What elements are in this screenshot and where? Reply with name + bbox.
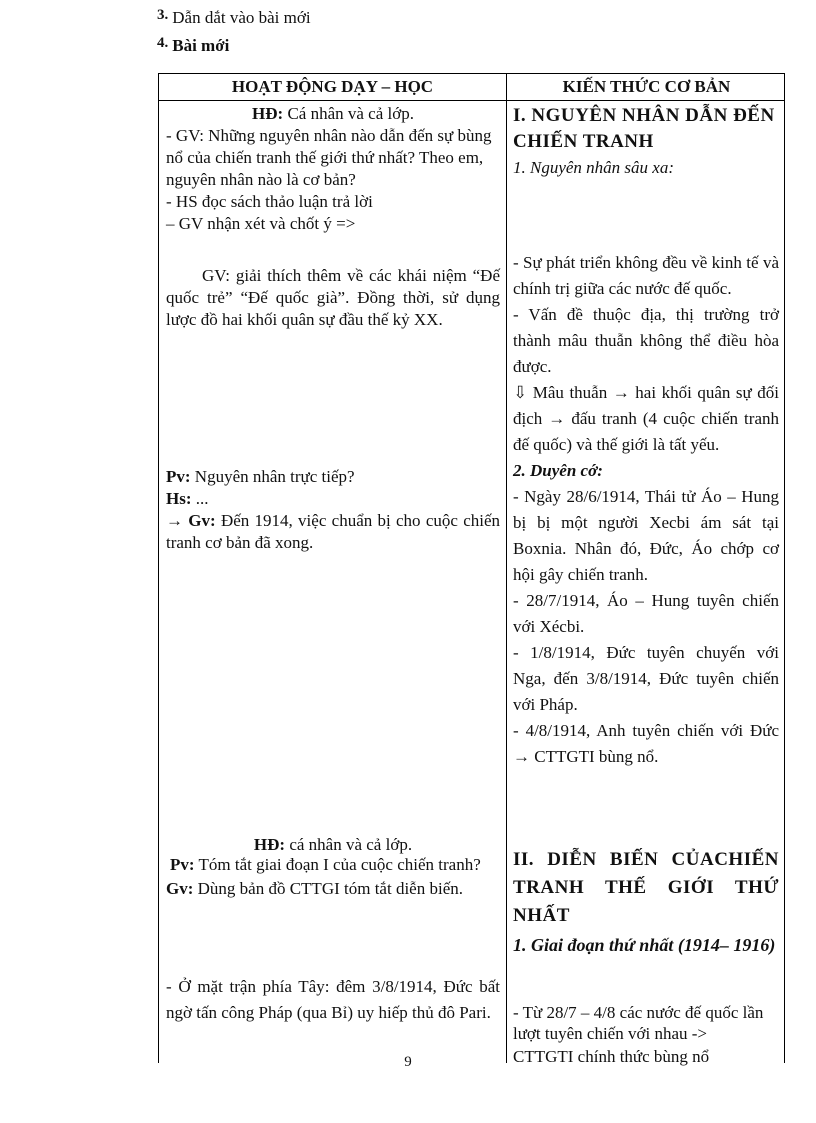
pv-label-2: Pv: [170,855,195,874]
section-2-title: II. DIỄN BIẾN CỦACHIẾN TRANH THẾ GIỚI THỨ NHẤT [513,849,779,926]
activity-label: HĐ: [252,104,284,123]
activity-text: Cá nhân và cả lớp. [283,104,414,123]
header-divider [159,100,784,101]
subsection-deep-causes: 1. Nguyên nhân sâu xa: [513,158,675,177]
pv-question-2 [166,856,500,874]
left-block-4 [166,834,500,902]
gv-arrow-label: → Gv: [166,511,216,530]
gv-question-1: - GV: Những nguyên nhân nào dẫn đến sự bùng nổ của chiến tranh thế giới thứ nhất? Theo em, nguyên nhân nào là cơ bản? [166,126,492,189]
gv-conclusion: – GV nhận xét và chốt ý => [166,214,356,233]
heading-4 [157,36,229,56]
phase-1-paragraph: - Từ 28/7 – 4/8 các nước đế quốc lần lượt tuyên chiến với nhau -> [513,1003,764,1043]
header-basic-knowledge: KIẾN THỨC CƠ BẢN [562,77,731,96]
hs-answer [166,488,500,510]
heading-3 [157,8,311,28]
heading-3-text: Dẫn dắt vào bài mới [172,8,311,27]
heading-4-text: Bài mới [172,36,230,55]
cause-paragraph-1: - Sự phát triển không đều về kinh tế và chính trị giữa các nước đế quốc. [513,253,779,298]
subsection-first-phase: 1. Giai đoạn thứ nhất (1914– 1916) [513,935,776,955]
gv-explanation: GV: giải thích thêm về các khái niệm “Đế quốc trẻ” “Đế quốc già”. Đồng thời, sử dụng lược đồ hai khối quân sự đầu thế kỷ XX. [166,266,500,329]
left-block-1 [166,103,500,235]
subsection-pretext: 2. Duyên cớ: [513,461,603,480]
left-block-3 [166,466,500,554]
heading-4-number: 4. [157,35,169,51]
gv-statement-2 [166,876,500,902]
pv-question-1 [166,466,500,488]
activity-label-2: HĐ: [253,835,286,854]
hs-instruction: - HS đọc sách thảo luận trả lời [166,192,373,211]
gv-statement-1 [166,510,500,554]
pv-text-2: Tóm tắt giai đoạn I của cuộc chiến tranh? [194,855,481,874]
header-teaching-activities: HOẠT ĐỘNG DẠY – HỌC [231,77,434,96]
activity-title-1 [166,103,500,125]
activity-text-2: cá nhân và cả lớp. [285,835,413,854]
column-divider [506,74,507,1063]
hs-text: ... [191,489,209,508]
pv-label: Pv: [166,467,191,486]
section-1-title: I. NGUYÊN NHÂN DẪN ĐẾN CHIẾN TRANH [513,105,775,152]
pretext-paragraph-1: - Ngày 28/6/1914, Thái tử Áo – Hung bị bị một người Xecbi ám sát tại Boxnia. Nhân đó, Đức, Áo chớp cơ hội gây chiến tranh. [513,487,779,584]
pretext-paragraph-2: - 28/7/1914, Áo – Hung tuyên chiến với Xécbi. [513,591,779,636]
western-front-text: - Ở mặt trận phía Tây: đêm 3/8/1914, Đức bất ngờ tấn công Pháp (qua Bỉ) uy hiếp thủ đô Pari. [166,977,500,1022]
right-block-2 [513,250,779,770]
gv-label-2: Gv: [166,879,194,898]
phase-1-cut-line: CTTGTI chính thức bùng nổ [513,1047,710,1066]
gv-text-2: Dùng bản đồ CTTGI tóm tắt diễn biến. [193,879,463,898]
pv-text: Nguyên nhân trực tiếp? [190,467,355,486]
page-number: 9 [404,1054,412,1070]
pretext-paragraph-4: - 4/8/1914, Anh tuyên chiến với Đức → CTTGTI bùng nổ. [513,721,779,766]
cause-paragraph-2: - Vấn đề thuộc địa, thị trường trở thành mâu thuẫn không thể điều hòa được. [513,305,779,376]
cause-paragraph-3: ⇩ Mâu thuẫn → hai khối quân sự đối địch → đấu tranh (4 cuộc chiến tranh đế quốc) và thế giới là tất yếu. [513,383,779,454]
hs-label: Hs: [166,489,192,508]
heading-3-number: 3. [157,7,169,23]
pretext-paragraph-3: - 1/8/1914, Đức tuyên chuyến với Nga, đến 3/8/1914, Đức tuyên chiến với Pháp. [513,643,779,714]
gv-arrow-text: Đến 1914, việc chuẩn bị cho cuộc chiến tranh cơ bản đã xong. [166,511,501,552]
right-block-1 [513,103,779,179]
right-block-3 [513,846,779,958]
activity-title-2 [166,834,500,856]
